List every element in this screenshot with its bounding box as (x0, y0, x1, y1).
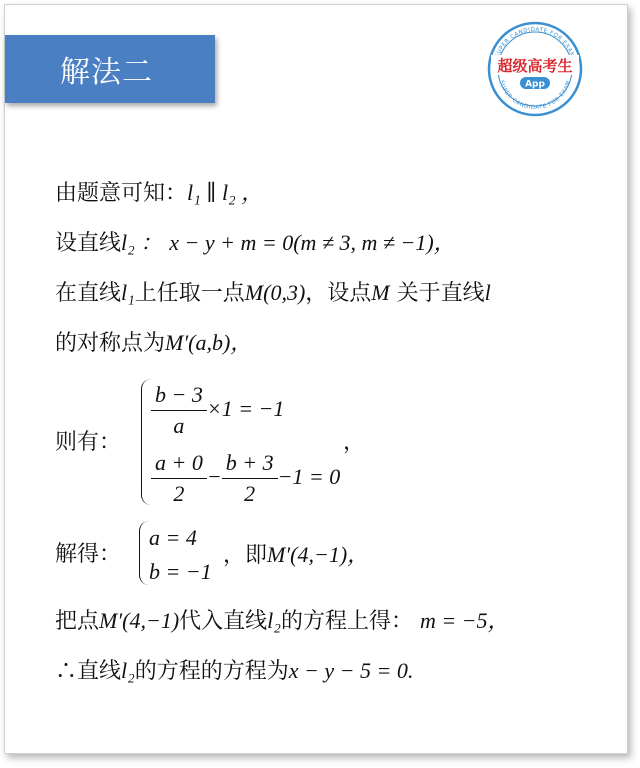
line-parallel: 由题意可知：l₁ ∥ l₂ ， (55, 180, 264, 206)
line-point-m: 在直线l₁上任取一点M(0,3)，设点M 关于直线l (55, 280, 491, 306)
equation-2: $\frac{a + 0}{2}$ − $\frac{b + 3}{2}$ −1 = 0 (151, 445, 340, 509)
line-substitute: 把点M′(4,−1)代入直线l₂的方程上得： m = −5， (55, 608, 510, 634)
system-comma: ， (343, 430, 366, 455)
line-final-answer: ∴直线l₂的方程的方程为x − y − 5 = 0. (55, 658, 414, 684)
svg-text:SUPER CANDIDATE FOR EXAM: UPER CANDIDATE FOR EXA (496, 26, 574, 56)
solution-a: a = 4 (149, 525, 197, 550)
logo-app-label: App (525, 79, 545, 90)
equation-1: $\frac{b - 3}{a}$ ×1 = −1 (151, 377, 284, 441)
line-symmetric-point: 的对称点为M′(a,b)， (55, 330, 253, 356)
section-title: 解法二 (60, 55, 153, 90)
system-label: 则有： (55, 430, 122, 455)
solution-b: b = −1 (149, 559, 212, 584)
app-logo (485, 19, 585, 119)
line-set-l2: 设直线l₂ ： x − y + m = 0(m ≠ 3, m ≠ −1)， (55, 230, 456, 256)
section-banner (5, 35, 215, 103)
logo-wordmark: 超级高考生 (497, 57, 573, 75)
solved-label: 解得： (55, 542, 122, 567)
solution-conclusion: ，即M′(4,−1)， (223, 542, 370, 568)
svg-text:SUPER CANDIDATE FOR EXAM: SUPER CANDIDATE FOR EXAM (497, 79, 573, 112)
document-card (4, 4, 628, 754)
